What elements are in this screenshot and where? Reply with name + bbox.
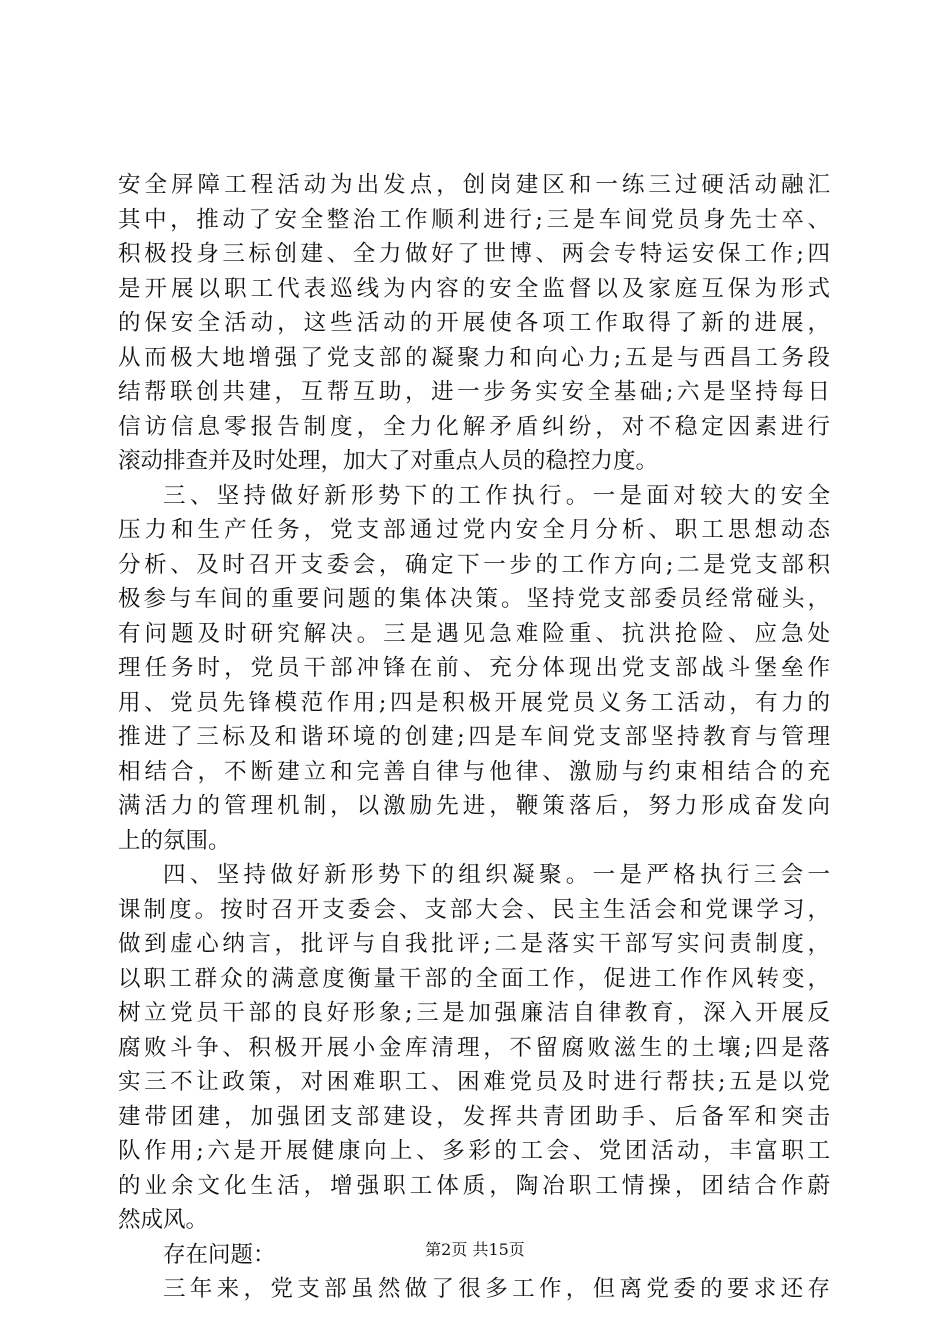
paragraph-line-first: 三年来，党支部虽然做了很多工作，但离党委的要求还存	[163, 1276, 830, 1302]
paragraph-line: 腐败斗争、积极开展小金库清理，不留腐败滋生的土壤;四是落	[118, 1034, 830, 1061]
paragraph-line: 然成风。	[118, 1207, 209, 1233]
paragraph-line: 树立党员干部的良好形象;三是加强廉洁自律教育，深入开展反	[118, 1000, 830, 1026]
document-body	[118, 168, 830, 1307]
paragraph-line: 其中，推动了安全整治工作顺利进行;三是车间党员身先士卒、	[118, 206, 830, 233]
page-footer: 第2页 共15页	[425, 1240, 525, 1259]
paragraph-line: 满活力的管理机制，以激励先进，鞭策落后，努力形成奋发向	[118, 793, 830, 819]
paragraph-line: 以职工群众的满意度衡量干部的全面工作，促进工作作风转变，	[118, 965, 830, 992]
paragraph-line: 理任务时，党员干部冲锋在前、充分体现出党支部战斗堡垒作	[118, 655, 830, 681]
paragraph-line: 极参与车间的重要问题的集体决策。坚持党支部委员经常碰头，	[118, 586, 830, 612]
paragraph-line: 相结合，不断建立和完善自律与他律、激励与约束相结合的充	[118, 758, 830, 785]
paragraph-line: 结帮联创共建，互帮互助，进一步务实安全基础;六是坚持每日	[118, 379, 830, 405]
paragraph-line-first: 四、坚持做好新形势下的组织凝聚。一是严格执行三会一	[163, 862, 830, 888]
paragraph-line-first: 安全屏障工程活动为出发点，创岗建区和一练三过硬活动融汇	[118, 172, 830, 198]
paragraph-line: 队作用;六是开展健康向上、多彩的工会、党团活动，丰富职工	[118, 1138, 830, 1164]
paragraph-line: 积极投身三标创建、全力做好了世博、两会专特运安保工作;四	[118, 241, 830, 267]
paragraph-line: 是开展以职工代表巡线为内容的安全监督以及家庭互保为形式	[118, 275, 830, 302]
paragraph-line: 从而极大地增强了党支部的凝聚力和向心力;五是与西昌工务段	[118, 344, 830, 371]
paragraph-line: 分析、及时召开支委会，确定下一步的工作方向;二是党支部积	[118, 551, 830, 578]
paragraph-line: 推进了三标及和谐环境的创建;四是车间党支部坚持教育与管理	[118, 724, 830, 750]
paragraph-line: 信访信息零报告制度，全力化解矛盾纠纷，对不稳定因素进行	[118, 413, 830, 440]
paragraph-line: 实三不让政策，对困难职工、困难党员及时进行帮扶;五是以党	[118, 1069, 830, 1095]
paragraph-line: 的保安全活动，这些活动的开展使各项工作取得了新的进展，	[118, 310, 830, 336]
paragraph-line: 压力和生产任务，党支部通过党内安全月分析、职工思想动态	[118, 517, 830, 543]
paragraph-line: 滚动排查并及时处理，加大了对重点人员的稳控力度。	[118, 448, 659, 474]
paragraph-line-first: 三、坚持做好新形势下的工作执行。一是面对较大的安全	[163, 482, 830, 509]
paragraph-line: 用、党员先锋模范作用;四是积极开展党员义务工活动，有力的	[118, 689, 830, 716]
paragraph-line: 课制度。按时召开支委会、支部大会、民主生活会和党课学习，	[118, 896, 830, 923]
paragraph-line: 做到虚心纳言，批评与自我批评;二是落实干部写实问责制度，	[118, 931, 830, 957]
paragraph-line: 有问题及时研究解决。三是遇见急难险重、抗洪抢险、应急处	[118, 620, 830, 647]
paragraph-line: 建带团建，加强团支部建设，发挥共青团助手、后备军和突击	[118, 1103, 830, 1130]
paragraph-line-first: 存在问题：	[163, 1241, 276, 1268]
paragraph-line: 上的氛围。	[118, 827, 231, 854]
paragraph-line: 的业余文化生活，增强职工体质，陶冶职工情操，团结合作蔚	[118, 1172, 830, 1199]
